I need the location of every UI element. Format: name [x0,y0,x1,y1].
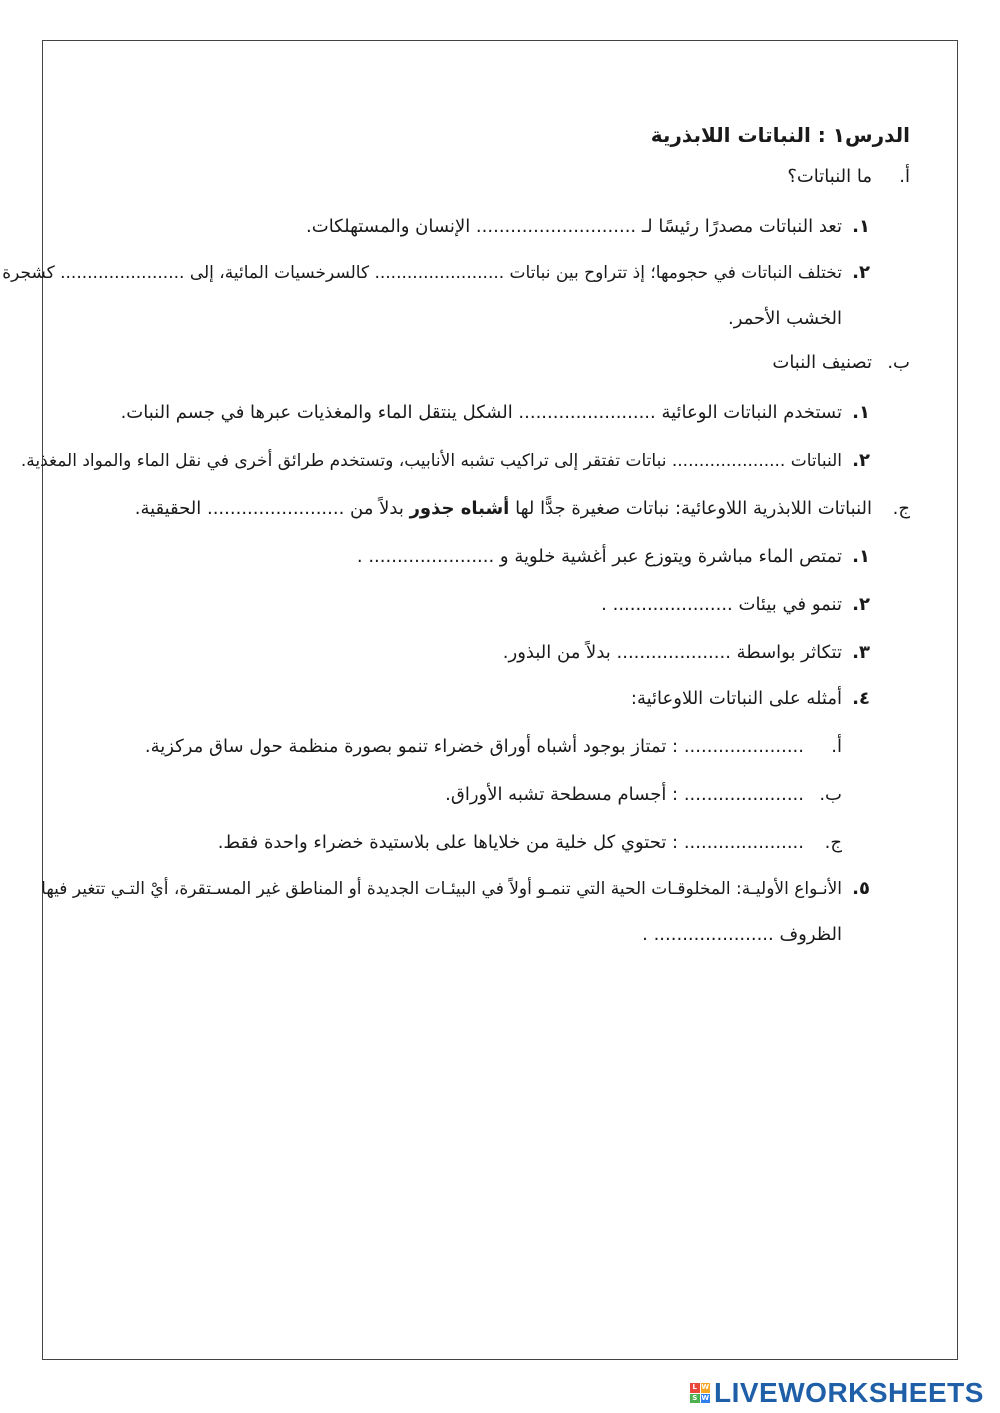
logo-cell-4: W [701,1393,710,1402]
a-item-1-num: ١. [852,216,870,237]
example-c-text[interactable]: ..................... : تحتوي كل خلية من خلاياها على بلاستيدة خضراء واحدة فقط. [217,832,804,853]
c-item-5-num: ٥. [852,878,870,899]
section-c-heading-post: بدلاً من ........................ الحقيقية. [134,498,404,519]
section-b-marker: ب. [887,352,910,373]
example-a-text[interactable]: ..................... : تمتاز بوجود أشباه أوراق خضراء تنمو بصورة منظمة حول ساق مركزية. [144,736,804,757]
c-item-3-num: ٣. [852,642,870,663]
example-b-marker: ب. [819,784,842,805]
section-a-marker: أ. [899,166,910,187]
section-c-heading-pre: النباتات اللابذرية اللاوعائية: نباتات صغيرة جدًّا لها [515,498,872,519]
example-b-text[interactable]: ..................... : أجسام مسطحة تشبه الأوراق. [445,784,804,805]
logo-cell-1: L [690,1383,700,1393]
c-item-5-cont[interactable]: الظروف ..................... . [642,924,842,945]
lesson-title: الدرس١ : النباتات اللابذرية [650,123,910,147]
b-item-2-text[interactable]: النباتات ..................... نباتات تفتقر إلى تراكيب تشبه الأنابيب، وتستخدم طرائق أخرى في نقل الماء والمواد المغذية. [20,451,842,471]
b-item-2-num: ٢. [852,450,870,471]
example-c-marker: ج. [824,832,842,853]
b-item-1-text[interactable]: تستخدم النباتات الوعائية ........................ الشكل ينتقل الماء والمغذيات عبرها في جسم النبات. [120,402,842,423]
c-item-4-text: أمثله على النباتات اللاوعائية: [630,688,842,709]
c-item-5-text: الأنـواع الأوليـة: المخلوقـات الحية التي تنمـو أولاً في البيئـات الجديدة أو المناطق غير المسـتقرة، أيْ التـي تتغير فيها [41,879,842,899]
a-item-2-text[interactable]: تختلف النباتات في حجومها؛ إذ تتراوح بين نباتات ........................ كالسرخسيات المائية، إلى ....................... كشجرة [2,263,842,283]
c-item-3-text[interactable]: تتكاثر بواسطة .................... بدلاً من البذور. [502,642,842,663]
c-item-2-text[interactable]: تنمو في بيئات ..................... . [601,594,842,615]
c-item-4-num: ٤. [852,688,870,709]
logo-cell-2: W [701,1383,710,1391]
section-b-heading: تصنيف النبات [772,352,872,373]
a-item-2-num: ٢. [852,262,870,283]
b-item-1-num: ١. [852,402,870,423]
a-item-2-cont: الخشب الأحمر. [727,308,842,329]
section-c-heading[interactable] [135,496,872,522]
section-a-heading: ما النباتات؟ [787,166,872,187]
liveworksheets-logo[interactable] [690,1378,990,1408]
a-item-1-text[interactable]: تعد النباتات مصدرًا رئيسًا لـ ............................ الإنسان والمستهلكات. [306,216,842,237]
logo-cell-3: S [690,1394,700,1404]
c-item-2-num: ٢. [852,594,870,615]
section-c-marker: ج. [892,498,910,519]
section-c-heading-bold: أشباه جذور [409,498,510,519]
c-item-1-num: ١. [852,546,870,567]
logo-icon [690,1383,710,1403]
brand-name: LIVEWORKSHEETS [714,1377,984,1408]
example-a-marker: أ. [831,736,842,757]
c-item-1-text[interactable]: تمتص الماء مباشرة ويتوزع عبر أغشية خلوية و ...................... . [356,546,842,567]
